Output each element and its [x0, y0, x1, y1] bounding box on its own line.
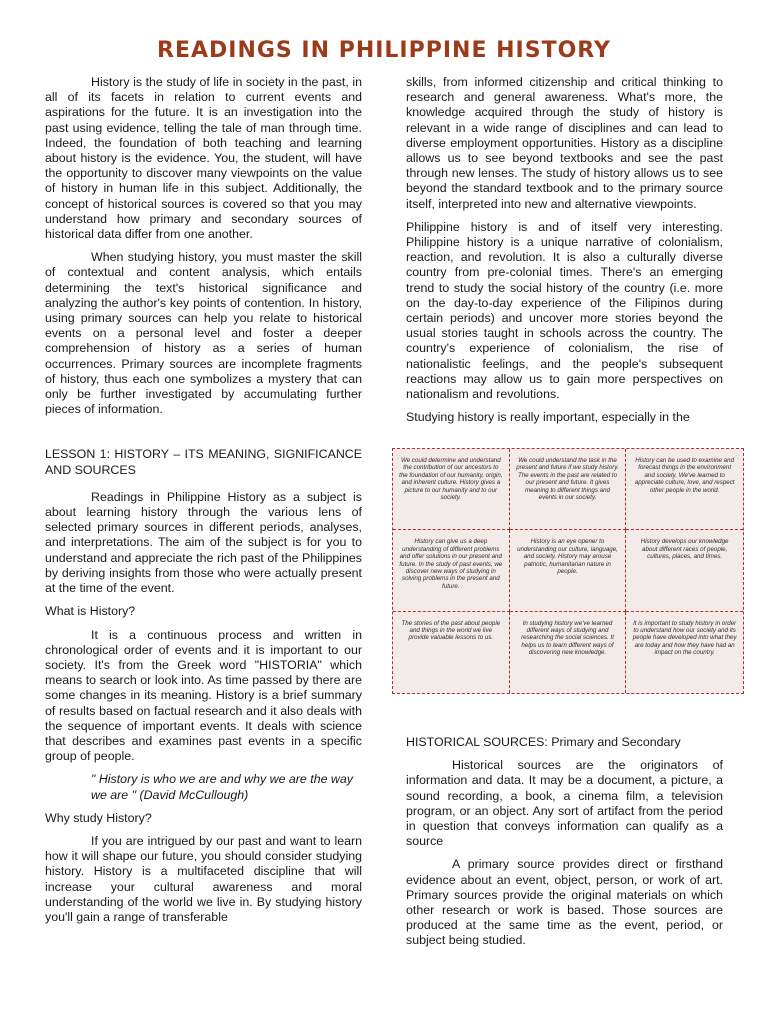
subject-paragraph: Readings in Philippine History as a subject is about learning history through the various lens of selected primary sources in different periods, analyses, and interpretations. The aim of the subject is for you to understand and appreciate the rich past of the Philippines by deriving insights from those who were actually present at the time of the event.	[45, 489, 362, 596]
what-is-history-heading: What is History?	[45, 604, 136, 619]
grid-cell: History develops our knowledge about different races of people, cultures, places, and times.	[626, 530, 743, 611]
grid-cell: History can give us a deep understanding of different problems and offer solutions in our present and future. In the study of past events, we discover new ways of studying in solving problems in the present and future.	[393, 530, 510, 611]
right-column-lower	[406, 735, 723, 957]
importance-grid	[392, 448, 744, 694]
skills-paragraph: skills, from informed citizenship and critical thinking to research and general awareness. What's more, the knowledge acquired through the study of history is relevant in a wide range of disciplines and can lead to diverse employment opportunities. History as a discipline allows us to see beyond textbooks and see the past through new lenses. The study of history allows us to see beyond the standard textbook and to the primary source itself, interpreted into new and alternative viewpoints.	[406, 75, 723, 211]
studying-paragraph: When studying history, you must master the skill of contextual and content analysis, which entails determining the text's historical significance and analyzing the author's key points of contention. In history, using primary sources can help you relate to historical events on a personal level and foster a deeper comprehension of history as a series of human occurrences. Primary sources are incomplete fragments of history, thus each one symbolizes a mystery that can only be further investigated by accumulating further pieces of information.	[45, 250, 362, 417]
lesson-heading: LESSON 1: HISTORY – ITS MEANING, SIGNIFICANCE AND SOURCES	[45, 447, 362, 477]
importance-partial-line: Studying history is really important, especially in the	[406, 410, 690, 425]
sources-heading: HISTORICAL SOURCES: Primary and Secondary	[406, 735, 681, 749]
grid-cell: It is important to study history in order to understand how our society and its people have developed into what they are today and how they have had an impact on the country.	[632, 619, 737, 657]
grid-cell: The stories of the past about people and things in the world we live provide valuable lessons to us.	[393, 612, 510, 693]
grid-cell: History is an eye opener to understanding our culture, language, and society. History may arouse patriotic, humanitarian nature in people.	[510, 530, 627, 611]
why-study-heading: Why study History?	[45, 810, 152, 825]
grid-cell: We could determine and understand the contribution of our ancestors to the foundation of our humanity, origin, and inherent culture. History gives a picture to our humanity and to our society.	[393, 449, 510, 530]
grid-cell: History can be used to examine and forecast things in the environment and society. We've learned to appreciate culture, love, and respect other people in the world.	[626, 449, 743, 530]
left-column	[45, 75, 362, 933]
philippine-history-paragraph: Philippine history is and of itself very interesting. Philippine history is a unique narrative of colonialism, reaction, and revolution. It is also a culturally diverse country from pre-colonial times. There's an emerging trend to study the social history of the country (i.e. more on the day-to-day experience of the Filipinos during certain periods) and uncover more stories beyond the usual stories taught in schools across the country. The country's experience of colonialism, the rise of nationalistic feelings, and the people's subsequent reactions may allow us to gain more perspectives on nationalism and revolutions.	[406, 219, 723, 402]
mccullough-quote: " History is who we are and why we are the way we are " (David McCullough)	[91, 772, 353, 802]
page-title: READINGS IN PHILIPPINE HISTORY	[157, 38, 611, 63]
intro-paragraph: History is the study of life in society in the past, in all of its facets in relation to current events and aspirations for the future. It is an investigation into the past using evidence, telling the tale of man through time. Indeed, the foundation of both teaching and learning about history is the evidence. You, the student, will have the opportunity to discover many viewpoints on the value of history in human life in this subject. Additionally, the concept of historical sources is covered so that you may understand how primary and secondary sources of historical data differ from one another.	[45, 75, 362, 242]
grid-cell: In studying history we've learned different ways of studying and researching the social sciences. It helps us to learn different ways of discovering new knowledge.	[510, 612, 627, 693]
sources-paragraph: Historical sources are the originators of information and data. It may be a document, a picture, a sound recording, a book, a cinema film, a television program, or an object. Any sort of artifact from the period in question that conveys information can qualify as a source	[406, 758, 723, 849]
why-paragraph: If you are intrigued by our past and want to learn how it will shape our future, you should consider studying history. History is a multifaceted discipline that will increase your cultural awareness and moral understanding of the world we live in. By studying history you'll gain a range of transferable	[45, 833, 362, 924]
definition-paragraph: It is a continuous process and written in chronological order of events and it is important to our society. It's from the Greek word "HISTORIA" which means to search or look into. As time passed by there are some changes in its meaning. History is a brief summary of results based on factual research and it also deals with the sequence of important events. It deals with science that describes and examines past events in a specific group of people.	[45, 627, 362, 764]
grid-cell: We could understand the task in the present and future if we study history. The events in the past are related to our present and future. It gives meaning to different things and events in our society.	[510, 449, 627, 530]
primary-source-paragraph: A primary source provides direct or firsthand evidence about an event, object, person, or work of art. Primary sources provide the original materials on which other research or work is based. Those sources are produced at the same time as the event, period, or subject being studied.	[406, 857, 723, 948]
right-column	[406, 75, 723, 425]
